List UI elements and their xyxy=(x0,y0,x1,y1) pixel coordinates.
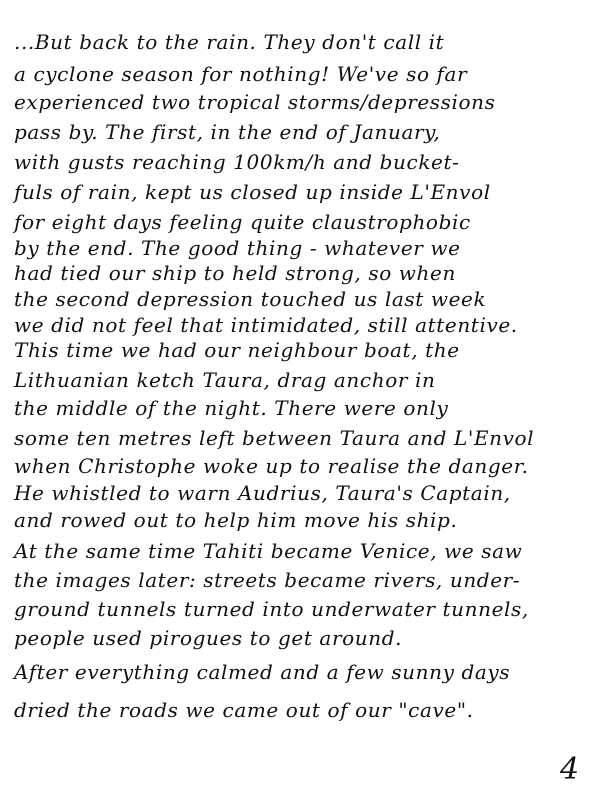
text-line: with gusts reaching 100km/h and bucket- xyxy=(14,150,460,174)
text-line: the images later: streets became rivers, under- xyxy=(14,568,521,592)
text-line: At the same time Tahiti became Venice, we saw xyxy=(14,539,523,563)
text-line: experienced two tropical storms/depressions xyxy=(14,90,496,114)
text-line: some ten metres left between Taura and L'Envol xyxy=(14,426,535,450)
text-line: ...But back to the rain. They don't call it xyxy=(14,30,445,54)
text-line: He whistled to warn Audrius, Taura's Captain, xyxy=(14,481,511,505)
text-line: a cyclone season for nothing! We've so far xyxy=(14,62,468,86)
text-line: had tied our ship to held strong, so when xyxy=(14,261,456,285)
text-line: Lithuanian ketch Taura, drag anchor in xyxy=(14,368,436,392)
text-line: pass by. The first, in the end of January, xyxy=(14,120,441,144)
text-line: and rowed out to help him move his ship. xyxy=(14,508,458,532)
page-number: 4 xyxy=(560,752,580,787)
text-line: ground tunnels turned into underwater tunnels, xyxy=(14,597,529,621)
text-line: dried the roads we came out of our "cave". xyxy=(14,698,474,722)
text-line: the second depression touched us last week xyxy=(14,287,487,311)
text-line: fuls of rain, kept us closed up inside L'Envol xyxy=(14,180,491,204)
text-line: After everything calmed and a few sunny days xyxy=(14,660,511,684)
text-line: the middle of the night. There were only xyxy=(14,396,449,420)
text-line: This time we had our neighbour boat, the xyxy=(14,338,460,362)
text-line: by the end. The good thing - whatever we xyxy=(14,236,461,260)
text-line: for eight days feeling quite claustrophobic xyxy=(14,210,471,234)
text-line: we did not feel that intimidated, still attentive. xyxy=(14,313,518,337)
text-line: people used pirogues to get around. xyxy=(14,626,403,650)
text-line: when Christophe woke up to realise the danger. xyxy=(14,454,529,478)
